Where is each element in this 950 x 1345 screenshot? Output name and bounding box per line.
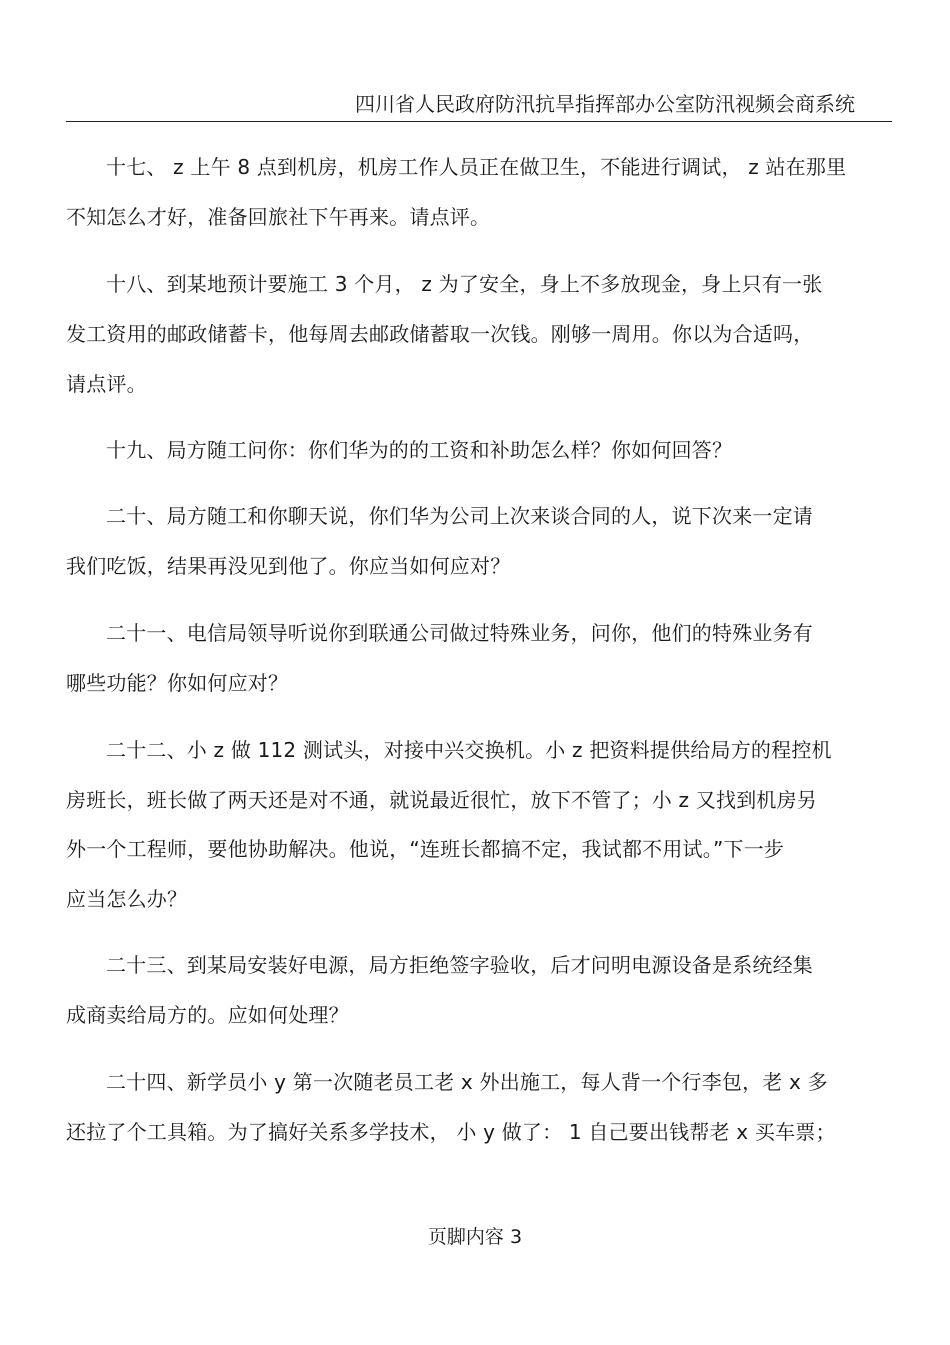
paragraph-20-line-1: 二十、局方随工和你聊天说，你们华为公司上次来谈合同的人，说下次来一定请 xyxy=(106,504,813,528)
paragraph-18-line-2: 发工资用的邮政储蓄卡，他每周去邮政储蓄取一次钱。刚够一周用。你以为合适吗， xyxy=(66,322,814,346)
header-title: 四川省人民政府防汛抗旱指挥部办公室防汛视频会商系统 xyxy=(355,92,855,116)
page-footer: 页脚内容 3 xyxy=(427,1226,523,1248)
paragraph-24-line-1: 二十四、新学员小 y 第一次随老员工老 x 外出施工，每人背一个行李包，老 x 多 xyxy=(106,1070,828,1094)
paragraph-22-line-4: 应当怎么办？ xyxy=(66,887,188,911)
paragraph-18-line-1: 十八、到某地预计要施工 3 个月， z 为了安全，身上不多放现金，身上只有一张 xyxy=(106,272,823,296)
paragraph-20-line-2: 我们吃饭，结果再没见到他了。你应当如何应对？ xyxy=(66,554,511,578)
paragraph-23-line-1: 二十三、到某局安装好电源，局方拒绝签字验收，后才问明电源设备是系统经集 xyxy=(106,953,813,977)
paragraph-21-line-1: 二十一、电信局领导听说你到联通公司做过特殊业务，问你，他们的特殊业务有 xyxy=(106,621,813,645)
paragraph-22-line-3: 外一个工程师，要他协助解决。他说，“连班长都搞不定，我试都不用试。”下一步 xyxy=(66,837,785,861)
paragraph-23-line-2: 成商卖给局方的。应如何处理？ xyxy=(66,1003,349,1027)
paragraph-24-line-2: 还拉了个工具箱。为了搞好关系多学技术， 小 y 做了： 1 自己要出钱帮老 x 买车票； xyxy=(66,1120,836,1144)
paragraph-17-line-2: 不知怎么才好，准备回旅社下午再来。请点评。 xyxy=(66,205,491,229)
paragraph-19-line-1: 十九、局方随工问你：你们华为的的工资和补助怎么样？你如何回答？ xyxy=(106,438,733,462)
paragraph-22-line-1: 二十二、小 z 做 112 测试头，对接中兴交换机。小 z 把资料提供给局方的程控机 xyxy=(106,738,832,762)
paragraph-18-line-3: 请点评。 xyxy=(66,372,147,396)
paragraph-21-line-2: 哪些功能？你如何应对？ xyxy=(66,671,289,695)
paragraph-17-line-1: 十七、 z 上午 8 点到机房，机房工作人员正在做卫生，不能进行调试， z 站在那里 xyxy=(106,155,847,179)
header-divider xyxy=(66,121,892,122)
paragraph-22-line-2: 房班长，班长做了两天还是对不通，就说最近很忙，放下不管了；小 z 又找到机房另 xyxy=(66,788,818,812)
